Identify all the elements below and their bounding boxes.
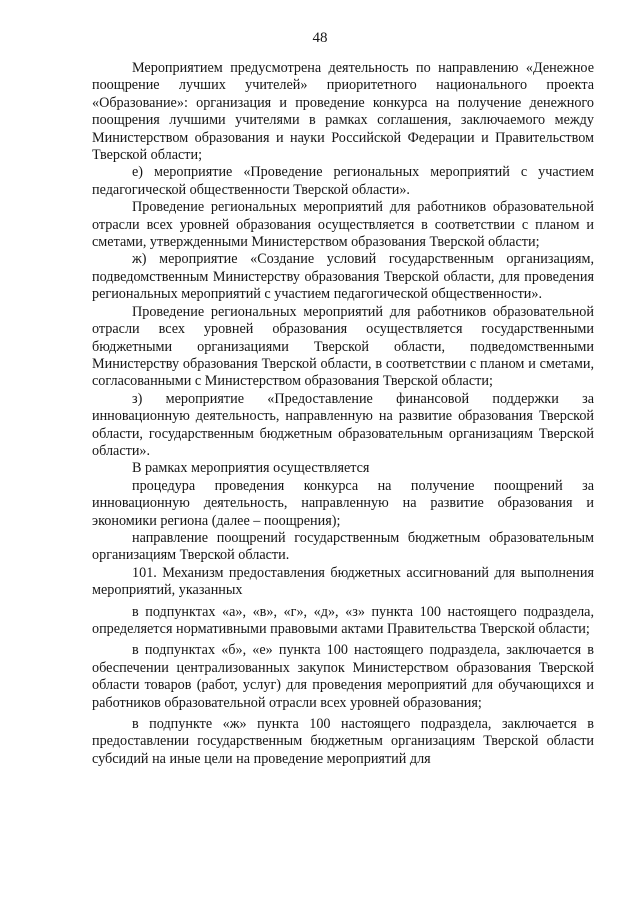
document-body (92, 60, 594, 768)
paragraph: в подпункте «ж» пункта 100 настоящего подраздела, заключается в предоставлении государственным бюджетным организациям Тверской области субсидий на иные цели на проведение мероприятий для (92, 716, 594, 767)
paragraph: е) мероприятие «Проведение региональных мероприятий с участием педагогической общественности Тверской области». (92, 164, 594, 198)
paragraph: направление поощрений государственным бюджетным образовательным организациям Тверской области. (92, 529, 594, 564)
paragraph: з) мероприятие «Предоставление финансовой поддержки за инновационную деятельность, направленную на развитие образования Тверской области, государственным бюджетным образовательным организациям Тверской области». (92, 390, 594, 459)
paragraph: процедура проведения конкурса на получение поощрений за инновационную деятельность, направленную на развитие образования и экономики региона (далее – поощрения); (92, 477, 594, 529)
paragraph: ж) мероприятие «Создание условий государственным организациям, подведомственным Министерству образования Тверской области, для проведения региональных мероприятий с участием педагогической общественности». (92, 251, 594, 303)
paragraph: в подпунктах «а», «в», «г», «д», «з» пункта 100 настоящего подраздела, определяется нормативными правовыми актами Правительства Тверской области; (92, 603, 594, 637)
paragraph: 101. Механизм предоставления бюджетных ассигнований для выполнения мероприятий, указанных (92, 564, 594, 599)
paragraph: в подпунктах «б», «е» пункта 100 настоящего подраздела, заключается в обеспечении централизованных закупок Министерством образования Тверской области товаров (работ, услуг) для проведения мероприятий для обучающихся и работников образовательной отрасли всех уровней образования; (92, 642, 594, 711)
paragraph: Проведение региональных мероприятий для работников образовательной отрасли всех уровней образования осуществляется государственными бюджетными организациями Тверской области, подведомственными Министерству образования Тверской области, в соответствии с планом и сметами, согласованными с Министерством образования Тверской области; (92, 303, 594, 390)
page-number: 48 (312, 30, 328, 46)
paragraph: В рамках мероприятия осуществляется (132, 460, 370, 477)
paragraph: Проведение региональных мероприятий для работников образовательной отрасли всех уровней образования осуществляется в соответствии с планом и сметами, утвержденными Министерством образования Тверской области; (92, 199, 594, 251)
paragraph: Мероприятием предусмотрена деятельность по направлению «Денежное поощрение лучших учителей» приоритетного национального проекта «Образование»: организация и проведение конкурса на получение денежного поощрения лучшими учителями в рамках соглашения, заключаемого между Министерством образования и науки Российской Федерации и Правительством Тверской области; (92, 60, 594, 164)
